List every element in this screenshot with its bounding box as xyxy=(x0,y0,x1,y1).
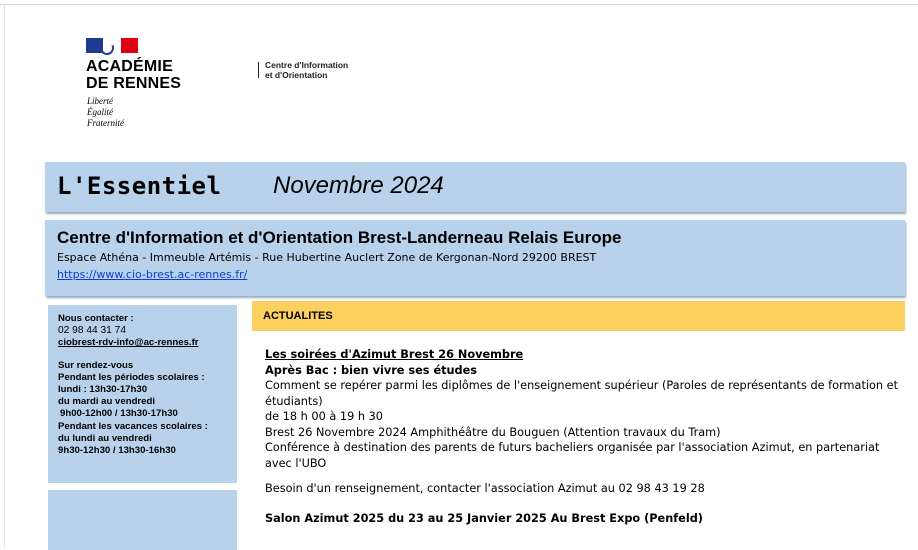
rdv-label: Sur rendez-vous xyxy=(58,359,134,371)
mon-fri-hours: 9h30-12h30 / 13h30-16h30 xyxy=(58,445,176,457)
article-line-3: Brest 26 Novembre 2024 Amphithéâtre du Bouguen (Attention travaux du Tram) xyxy=(265,425,721,439)
contact-phone: 02 98 44 31 74 xyxy=(58,325,126,337)
salon-title: Salon Azimut 2025 du 23 au 25 Janvier 2025 Au Brest Expo (Penfeld) xyxy=(265,511,703,525)
rennes-line: DE RENNES xyxy=(86,75,182,92)
article-line-4: Conférence à destination des parents de futurs bacheliers organisée par l'association Azimut, en partenariat avec l'UBO xyxy=(265,441,880,470)
actualites-article xyxy=(265,347,905,526)
cio-logo-text xyxy=(265,60,348,80)
newsletter-month: Novembre 2024 xyxy=(273,172,444,199)
motto-liberte: Liberté xyxy=(87,96,113,106)
article-title: Les soirées d'Azimut Brest 26 Novembre xyxy=(265,348,524,361)
academie-line: ACADÉMIE xyxy=(86,58,173,75)
cio-website-link[interactable]: https://www.cio-brest.ac-rennes.fr/ xyxy=(57,268,248,281)
republic-motto xyxy=(87,96,124,129)
article-line-1: Comment se repérer parmi les diplômes de l'enseignement supérieur (Paroles de représentants de formation et étudiants) xyxy=(265,379,899,408)
contact-email-link[interactable]: ciobrest-rdv-info@ac-rennes.fr xyxy=(58,337,199,349)
holidays-label: Pendant les vacances scolaires : xyxy=(58,420,208,432)
marianne-flag-icon xyxy=(86,38,138,53)
academie-name xyxy=(86,58,181,92)
page-top-border xyxy=(0,4,918,5)
contact-label: Nous contacter : xyxy=(58,313,134,324)
logo-separator xyxy=(258,62,259,78)
tue-fri-label: du mardi au vendredi xyxy=(58,396,156,408)
newsletter-title: L'Essentiel xyxy=(57,172,222,200)
tue-fri-hours: 9h00-12h00 / 13h30-17h30 xyxy=(60,408,178,420)
newsletter-title-bar xyxy=(45,162,905,212)
monday-hours: lundi : 13h30-17h30 xyxy=(58,384,148,396)
article-subtitle: Après Bac : bien vivre ses études xyxy=(265,363,478,377)
article-line-2: de 18 h 00 à 19 h 30 xyxy=(265,410,383,423)
school-periods-label: Pendant les périodes scolaires : xyxy=(58,371,205,383)
motto-fraternite: Fraternité xyxy=(87,118,124,128)
sidebar-empty-box xyxy=(48,490,237,550)
cio-name: Centre d'Information et d'Orientation Brest-Landerneau Relais Europe xyxy=(57,228,622,247)
contact-sidebar xyxy=(48,305,237,483)
motto-egalite: Égalité xyxy=(87,107,113,117)
mon-fri-label: du lundi au vendredi xyxy=(58,432,152,444)
actualites-title: ACTUALITES xyxy=(263,310,333,322)
actualites-header xyxy=(252,301,905,331)
cio-info-box xyxy=(45,220,905,296)
cio-logo-line2: et d'Orientation xyxy=(265,70,328,80)
page-left-border xyxy=(4,4,5,547)
article-line-5: Besoin d'un renseignement, contacter l'association Azimut au 02 98 43 19 28 xyxy=(265,482,705,495)
cio-logo-line1: Centre d'Information xyxy=(265,60,349,70)
cio-address: Espace Athéna - Immeuble Artémis - Rue Hubertine Auclert Zone de Kergonan-Nord 29200 BREST xyxy=(57,251,597,264)
